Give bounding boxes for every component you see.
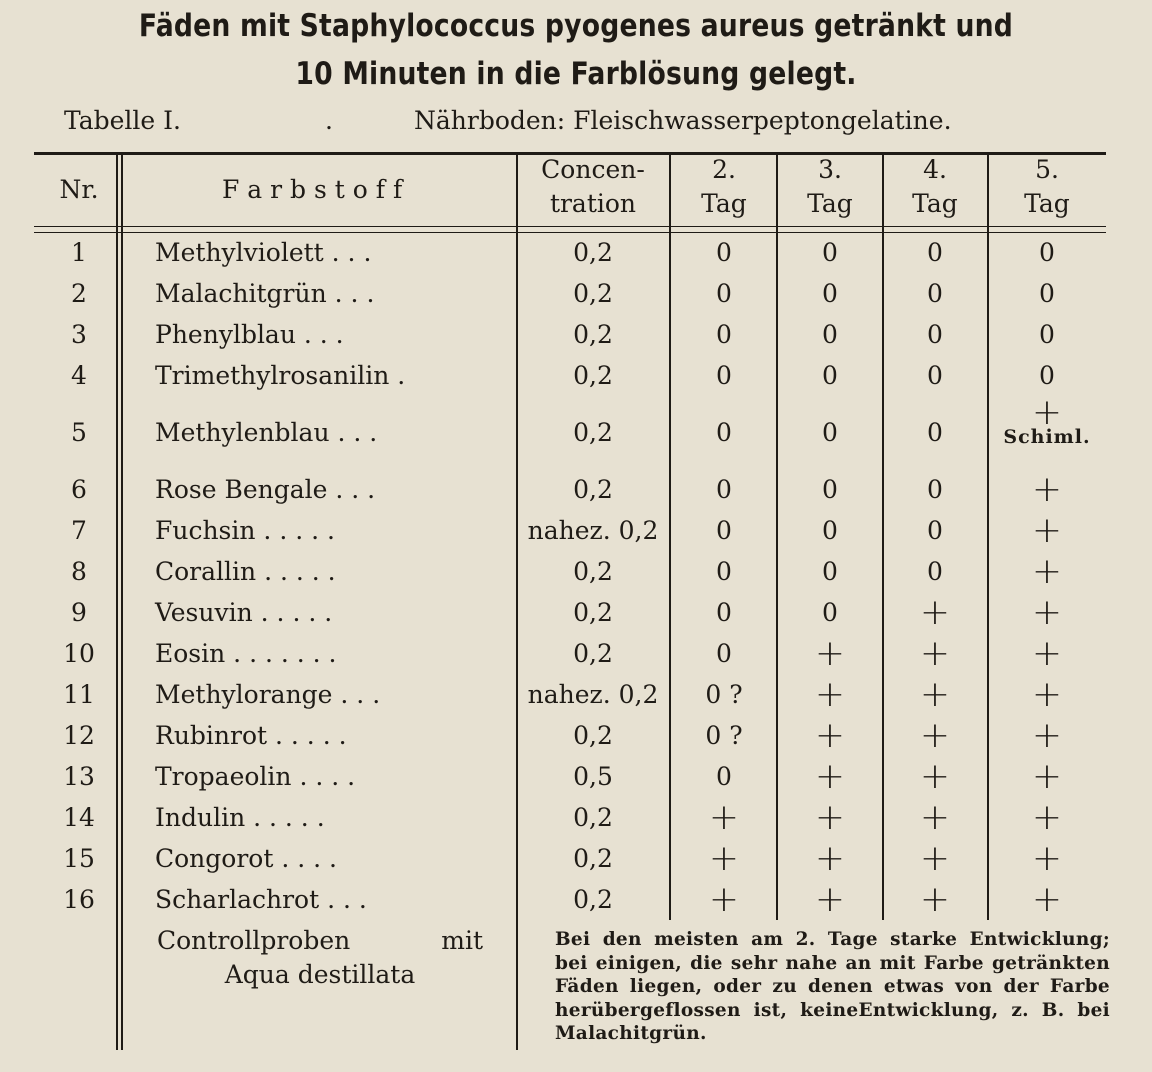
row-3-nr: 3	[71, 320, 87, 349]
row-11-nr: 11	[63, 680, 95, 709]
row-6-d4: 0	[927, 475, 943, 504]
row-15-nr: 15	[63, 844, 95, 873]
row-7-nr: 7	[71, 516, 87, 545]
header-rule-2	[34, 232, 1106, 233]
header-rule-1	[34, 226, 1106, 227]
table-label-dot: .	[325, 106, 333, 135]
row-12-conc: 0,2	[573, 721, 613, 750]
row-16-d3: +	[814, 879, 846, 920]
row-1-name: Methylviolett . . .	[155, 238, 372, 267]
row-14-d4: +	[919, 797, 951, 838]
row-6-nr: 6	[71, 475, 87, 504]
row-8-name: Corallin . . . . .	[155, 557, 336, 586]
title-line-1: Fäden mit Staphylococcus pyogenes aureus getränkt und	[138, 8, 1014, 44]
row-9-conc: 0,2	[573, 598, 613, 627]
row-3-d3: 0	[822, 320, 838, 349]
row-6-name: Rose Bengale . . .	[155, 475, 376, 504]
header-day2-number: 2.	[712, 155, 736, 184]
row-2-d4: 0	[927, 279, 943, 308]
row-16-nr: 16	[63, 885, 95, 914]
row-4-conc: 0,2	[573, 361, 613, 390]
row-4-nr: 4	[71, 361, 87, 390]
row-10-conc: 0,2	[573, 639, 613, 668]
row-2-name: Malachitgrün . . .	[155, 279, 375, 308]
row-7-d3: 0	[822, 516, 838, 545]
row-6-conc: 0,2	[573, 475, 613, 504]
row-15-d4: +	[919, 838, 951, 879]
row-16-d2: +	[708, 879, 740, 920]
row-5-d4: 0	[927, 418, 943, 447]
row-1-d5: 0	[1039, 238, 1055, 267]
row-4-name: Trimethylrosanilin .	[155, 361, 406, 390]
row-5-d5: +	[1031, 392, 1063, 433]
row-5-d5-note: Schiml.	[1003, 426, 1091, 448]
row-1-conc: 0,2	[573, 238, 613, 267]
row-4-d4: 0	[927, 361, 943, 390]
row-2-nr: 2	[71, 279, 87, 308]
header-concentration-2: tration	[549, 189, 637, 218]
header-day5-tag: Tag	[1024, 189, 1070, 218]
row-8-nr: 8	[71, 557, 87, 586]
control-word-2: mit	[441, 926, 483, 955]
row-1-nr: 1	[71, 238, 87, 267]
row-1-d2: 0	[716, 238, 732, 267]
row-15-name: Congorot . . . .	[155, 844, 337, 873]
row-2-conc: 0,2	[573, 279, 613, 308]
row-7-conc: nahez. 0,2	[527, 516, 659, 545]
row-5-conc: 0,2	[573, 418, 613, 447]
row-14-d2: +	[708, 797, 740, 838]
row-11-d4: +	[919, 674, 951, 715]
row-16-conc: 0,2	[573, 885, 613, 914]
row-8-d4: 0	[927, 557, 943, 586]
row-2-d2: 0	[716, 279, 732, 308]
row-14-nr: 14	[63, 803, 95, 832]
row-12-d3: +	[814, 715, 846, 756]
row-11-d3: +	[814, 674, 846, 715]
header-day5-number: 5.	[1035, 155, 1059, 184]
row-9-d3: 0	[822, 598, 838, 627]
row-10-d4: +	[919, 633, 951, 674]
control-line-2: Aqua destillata	[224, 960, 416, 989]
row-10-d3: +	[814, 633, 846, 674]
row-4-d3: 0	[822, 361, 838, 390]
control-samples-label	[125, 924, 515, 992]
row-12-d4: +	[919, 715, 951, 756]
row-8-d3: 0	[822, 557, 838, 586]
row-15-d5: +	[1031, 838, 1063, 879]
row-5-nr: 5	[71, 418, 87, 447]
row-5-d2: 0	[716, 418, 732, 447]
row-2-d3: 0	[822, 279, 838, 308]
row-7-d2: 0	[716, 516, 732, 545]
row-13-d3: +	[814, 756, 846, 797]
row-13-d2: 0	[716, 762, 732, 791]
medium-label: Nährboden: Fleischwasserpeptongelatine.	[414, 106, 952, 135]
row-3-d4: 0	[927, 320, 943, 349]
row-3-d5: 0	[1039, 320, 1055, 349]
row-4-d2: 0	[716, 361, 732, 390]
row-1-d4: 0	[927, 238, 943, 267]
row-3-conc: 0,2	[573, 320, 613, 349]
row-13-name: Tropaeolin . . . .	[155, 762, 356, 791]
row-15-d3: +	[814, 838, 846, 879]
row-13-nr: 13	[63, 762, 95, 791]
row-15-conc: 0,2	[573, 844, 613, 873]
row-11-d2: 0 ?	[705, 680, 743, 709]
row-16-d5: +	[1031, 879, 1063, 920]
row-6-d5: +	[1031, 469, 1063, 510]
table-label: Tabelle I.	[64, 106, 181, 135]
row-11-d5: +	[1031, 674, 1063, 715]
row-9-nr: 9	[71, 598, 87, 627]
row-16-name: Scharlachrot . . .	[155, 885, 367, 914]
row-10-name: Eosin . . . . . . .	[155, 639, 337, 668]
column-divider-day4	[987, 155, 989, 920]
row-10-nr: 10	[63, 639, 95, 668]
row-16-d4: +	[919, 879, 951, 920]
header-day4-number: 4.	[923, 155, 947, 184]
row-13-conc: 0,5	[573, 762, 613, 791]
column-divider-conc	[669, 155, 671, 920]
header-concentration-1: Concen-	[541, 155, 645, 184]
row-14-conc: 0,2	[573, 803, 613, 832]
control-note: Bei den meisten am 2. Tage starke Entwicklung; bei einigen, die sehr nahe an mit Farbe getränkten Fäden liegen, oder zu denen etwas von der Farbe herübergeflossen ist, keineEntwicklung, z. B. bei Malachitgrün.	[555, 929, 1110, 1044]
row-8-d5: +	[1031, 551, 1063, 592]
column-divider-nr-2	[121, 155, 123, 1050]
row-9-d5: +	[1031, 592, 1063, 633]
row-5-name: Methylenblau . . .	[155, 418, 378, 447]
row-12-d5: +	[1031, 715, 1063, 756]
row-12-d2: 0 ?	[705, 721, 743, 750]
header-day2-tag: Tag	[701, 189, 747, 218]
row-6-d2: 0	[716, 475, 732, 504]
row-8-d2: 0	[716, 557, 732, 586]
header-nr: Nr.	[59, 175, 99, 204]
row-14-d3: +	[814, 797, 846, 838]
row-5-d3: 0	[822, 418, 838, 447]
row-7-d5: +	[1031, 510, 1063, 551]
row-7-name: Fuchsin . . . . .	[155, 516, 335, 545]
header-day3-number: 3.	[818, 155, 842, 184]
row-3-name: Phenylblau . . .	[155, 320, 344, 349]
row-14-d5: +	[1031, 797, 1063, 838]
row-1-d3: 0	[822, 238, 838, 267]
row-6-d3: 0	[822, 475, 838, 504]
row-9-d2: 0	[716, 598, 732, 627]
row-2-d5: 0	[1039, 279, 1055, 308]
row-4-d5: 0	[1039, 361, 1055, 390]
title-line-2: 10 Minuten in die Farblösung gelegt.	[295, 56, 857, 92]
row-7-d4: 0	[927, 516, 943, 545]
header-day3-tag: Tag	[807, 189, 853, 218]
row-11-name: Methylorange . . .	[155, 680, 381, 709]
row-11-conc: nahez. 0,2	[527, 680, 659, 709]
row-3-d2: 0	[716, 320, 732, 349]
header-farbstoff: F a r b s t o f f	[222, 175, 403, 204]
row-12-nr: 12	[63, 721, 95, 750]
control-word-1: Controllproben	[157, 926, 351, 955]
row-10-d2: 0	[716, 639, 732, 668]
row-9-d4: +	[919, 592, 951, 633]
header-day4-tag: Tag	[912, 189, 958, 218]
row-9-name: Vesuvin . . . . .	[155, 598, 333, 627]
row-10-d5: +	[1031, 633, 1063, 674]
row-13-d5: +	[1031, 756, 1063, 797]
row-8-conc: 0,2	[573, 557, 613, 586]
row-13-d4: +	[919, 756, 951, 797]
row-15-d2: +	[708, 838, 740, 879]
row-12-name: Rubinrot . . . . .	[155, 721, 347, 750]
row-14-name: Indulin . . . . .	[155, 803, 325, 832]
